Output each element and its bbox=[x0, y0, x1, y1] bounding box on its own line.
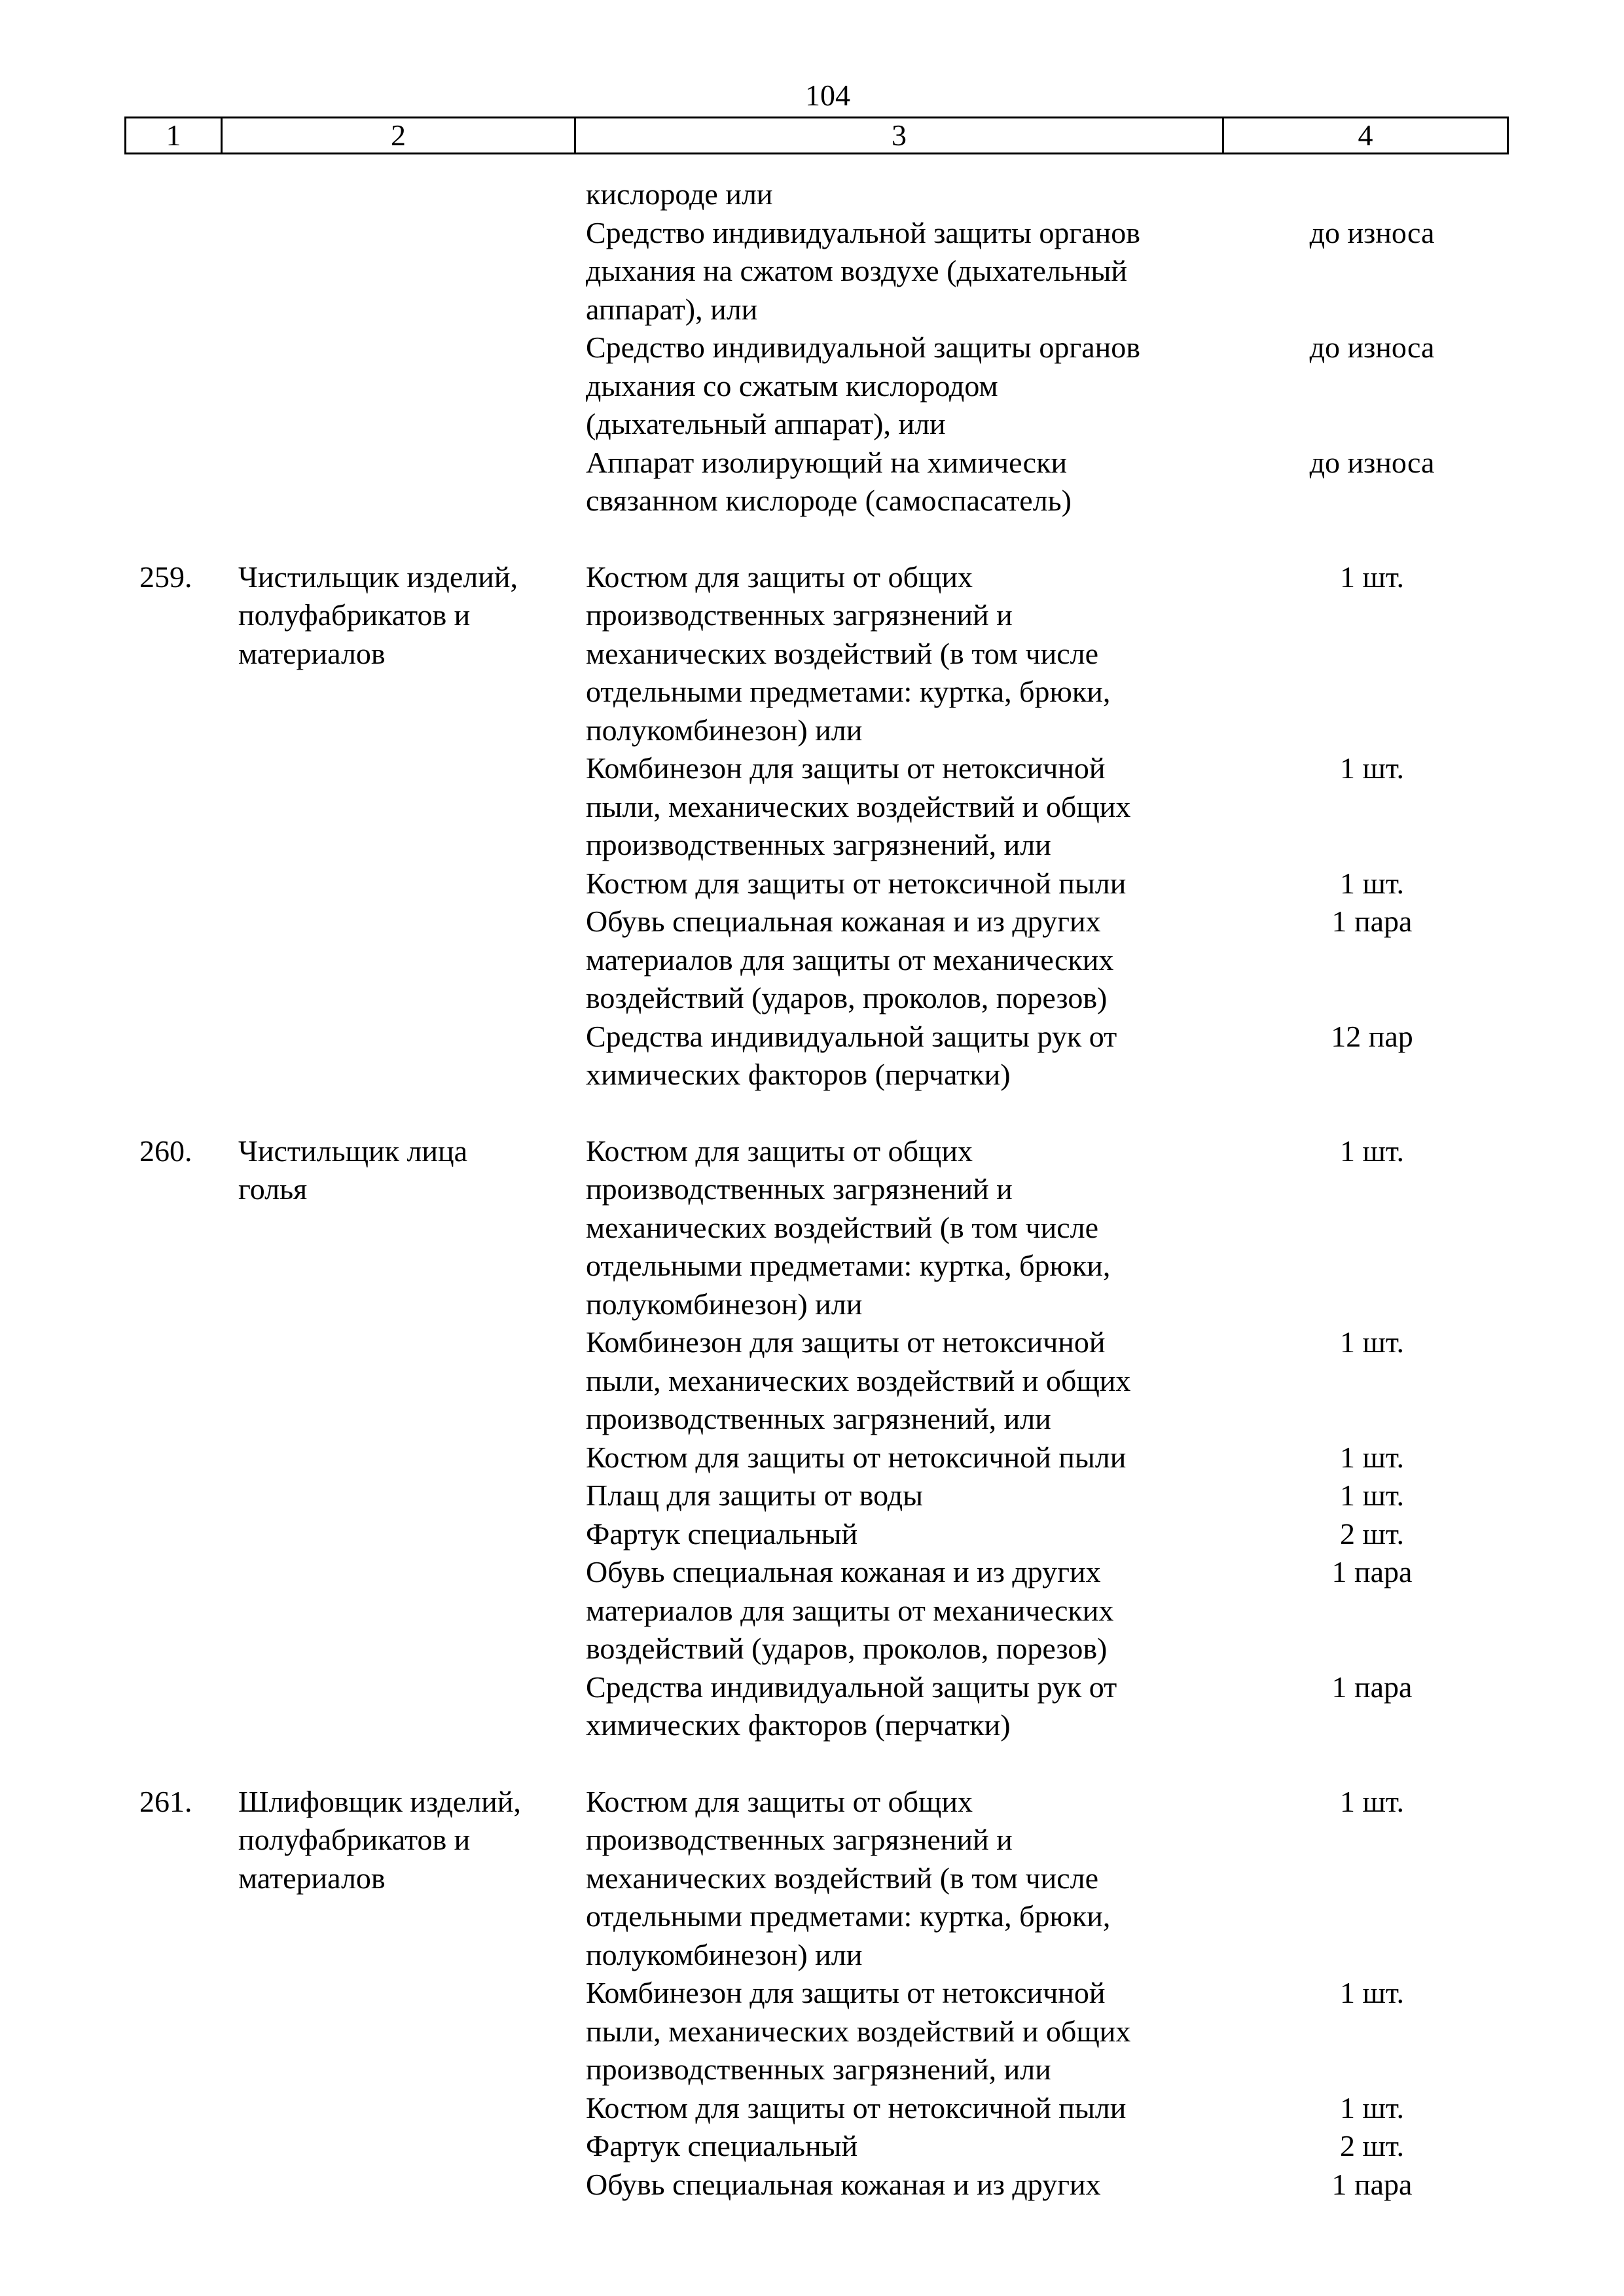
ppe-item-line: Фартук специальный bbox=[586, 2129, 858, 2162]
ppe-items-cell bbox=[574, 175, 1222, 520]
ppe-item bbox=[586, 2166, 1222, 2204]
ppe-item-line: аппарат), или bbox=[586, 292, 758, 326]
ppe-norm: 1 шт. bbox=[1339, 1440, 1405, 1474]
entry-number-cell bbox=[124, 1783, 221, 2204]
ppe-norm-cell bbox=[1235, 1783, 1509, 1975]
ppe-norm: 1 пара bbox=[1331, 1670, 1413, 1704]
ppe-norms-cell bbox=[1222, 558, 1509, 1094]
ppe-item-line: Средство индивидуальной защиты органов bbox=[586, 331, 1140, 364]
ppe-norm: 1 шт. bbox=[1339, 1784, 1405, 1818]
ppe-item-line: Костюм для защиты от общих bbox=[586, 1784, 973, 1818]
ppe-norm: 12 пар bbox=[1331, 1019, 1413, 1053]
ppe-item-line: дыхания со сжатым кислородом bbox=[586, 368, 998, 403]
ppe-item-line: (дыхательный аппарат), или bbox=[586, 407, 946, 440]
ppe-item-line: пыли, механических воздействий и общих bbox=[586, 1363, 1131, 1397]
ppe-norm-cell bbox=[1235, 329, 1509, 444]
ppe-item-line: отдельными предметами: куртка, брюки, bbox=[586, 1249, 1111, 1282]
ppe-norm: 1 шт. bbox=[1339, 1479, 1405, 1512]
entry-gap bbox=[124, 1745, 1509, 1783]
profession-line: Чистильщик лица bbox=[238, 1134, 468, 1168]
ppe-item-line: производственных загрязнений и bbox=[586, 1823, 1013, 1856]
ppe-norm-cell bbox=[1235, 1439, 1509, 1477]
profession-line: полуфабрикатов и bbox=[238, 598, 471, 632]
ppe-item-text bbox=[586, 329, 1222, 444]
ppe-norm: 1 шт. bbox=[1339, 1325, 1405, 1359]
ppe-item-text bbox=[586, 1974, 1222, 2089]
ppe-item-line: производственных загрязнений и bbox=[586, 598, 1013, 632]
ppe-item-line: Средства индивидуальной защиты рук от bbox=[586, 1019, 1117, 1053]
ppe-norm-cell bbox=[1235, 865, 1509, 903]
ppe-item-line: Костюм для защиты от общих bbox=[586, 560, 973, 594]
ppe-norm-cell bbox=[1235, 2166, 1509, 2204]
ppe-item-text bbox=[586, 2089, 1222, 2128]
ppe-item-text bbox=[586, 1439, 1222, 1477]
ppe-norm-cell bbox=[1235, 1018, 1509, 1094]
ppe-item-line: Костюм для защиты от общих bbox=[586, 1134, 973, 1168]
entry-number-cell bbox=[124, 175, 221, 520]
ppe-item-text bbox=[586, 1477, 1222, 1515]
ppe-item-line: Аппарат изолирующий на химически bbox=[586, 445, 1068, 479]
entry-number: 261. bbox=[139, 1784, 192, 1818]
ppe-item-text bbox=[586, 558, 1222, 750]
ppe-norms-cell bbox=[1222, 175, 1509, 520]
ppe-item-text bbox=[586, 2127, 1222, 2166]
entry-gap bbox=[124, 1094, 1509, 1132]
ppe-item bbox=[586, 214, 1222, 329]
ppe-item-line: производственных загрязнений, или bbox=[586, 2053, 1051, 2086]
ppe-norm-cell bbox=[1235, 2089, 1509, 2128]
page-number: 104 bbox=[805, 79, 850, 112]
ppe-item-line: воздействий (ударов, проколов, порезов) bbox=[586, 981, 1108, 1014]
ppe-item-line: производственных загрязнений, или bbox=[586, 828, 1051, 861]
ppe-items-cell bbox=[574, 1132, 1222, 1745]
ppe-item-line: механических воздействий (в том числе bbox=[586, 1861, 1099, 1895]
profession-cell bbox=[221, 1783, 574, 2204]
ppe-item-line: химических факторов (перчатки) bbox=[586, 1058, 1011, 1091]
profession-cell bbox=[221, 558, 574, 1094]
ppe-item-text bbox=[586, 444, 1222, 520]
ppe-item bbox=[586, 175, 1222, 214]
ppe-norm: 2 шт. bbox=[1339, 2129, 1405, 2162]
ppe-item bbox=[586, 1515, 1222, 1554]
ppe-norm-cell bbox=[1235, 903, 1509, 1018]
ppe-item-text bbox=[586, 1323, 1222, 1439]
ppe-item-line: полукомбинезон) или bbox=[586, 1937, 863, 1971]
ppe-norm-cell bbox=[1235, 749, 1509, 865]
ppe-norm: 1 шт. bbox=[1339, 2090, 1405, 2125]
column-header-2: 2 bbox=[223, 118, 576, 152]
profession-line: Чистильщик изделий, bbox=[238, 560, 518, 594]
ppe-item-line: Средства индивидуальной защиты рук от bbox=[586, 1670, 1117, 1704]
ppe-item-text bbox=[586, 749, 1222, 865]
ppe-item bbox=[586, 558, 1222, 750]
ppe-item bbox=[586, 1668, 1222, 1745]
ppe-norm: 1 пара bbox=[1331, 905, 1413, 938]
ppe-item-text bbox=[586, 903, 1222, 1018]
ppe-item-text bbox=[586, 1515, 1222, 1554]
ppe-items-cell bbox=[574, 558, 1222, 1094]
ppe-item-text bbox=[586, 1018, 1222, 1094]
profession-cell bbox=[221, 175, 574, 520]
ppe-item-line: кислороде или bbox=[586, 177, 773, 211]
ppe-item-line: материалов для защиты от механических bbox=[586, 1593, 1114, 1627]
ppe-item-text bbox=[586, 865, 1222, 903]
ppe-item-text bbox=[586, 2166, 1222, 2204]
ppe-norms-cell bbox=[1222, 1132, 1509, 1745]
ppe-norm-cell bbox=[1235, 214, 1509, 329]
ppe-item-line: Комбинезон для защиты от нетоксичной bbox=[586, 1325, 1106, 1359]
ppe-norm-cell bbox=[1235, 1974, 1509, 2089]
column-header-3: 3 bbox=[576, 118, 1224, 152]
profession-line: полуфабрикатов и bbox=[238, 1823, 471, 1856]
ppe-item-line: механических воздействий (в том числе bbox=[586, 636, 1099, 670]
ppe-item bbox=[586, 1553, 1222, 1668]
ppe-norm-cell bbox=[1235, 1553, 1509, 1668]
ppe-item-line: Обувь специальная кожаная и из других bbox=[586, 905, 1101, 938]
entry-gap bbox=[124, 520, 1509, 558]
ppe-item-text bbox=[586, 1668, 1222, 1745]
ppe-norm: 1 шт. bbox=[1339, 866, 1405, 900]
ppe-item-line: полукомбинезон) или bbox=[586, 1287, 863, 1321]
ppe-item-line: дыхания на сжатом воздухе (дыхательный bbox=[586, 254, 1127, 287]
entry-number: 260. bbox=[139, 1134, 192, 1168]
ppe-norm-cell bbox=[1235, 175, 1509, 214]
ppe-norm: 1 шт. bbox=[1339, 1134, 1405, 1168]
profession-line: материалов bbox=[238, 1861, 386, 1895]
ppe-item-text bbox=[586, 214, 1222, 329]
ppe-item-line: Обувь специальная кожаная и из других bbox=[586, 1555, 1101, 1588]
ppe-norm-cell bbox=[1235, 1132, 1509, 1324]
ppe-item-line: механических воздействий (в том числе bbox=[586, 1210, 1099, 1244]
table-row bbox=[124, 1132, 1509, 1745]
ppe-item bbox=[586, 1323, 1222, 1439]
ppe-norm: 1 шт. bbox=[1339, 1976, 1405, 2009]
ppe-item-line: пыли, механических воздействий и общих bbox=[586, 789, 1131, 823]
profession-line: голья bbox=[238, 1172, 308, 1206]
ppe-item-line: связанном кислороде (самоспасатель) bbox=[586, 484, 1072, 517]
ppe-item-line: отдельными предметами: куртка, брюки, bbox=[586, 675, 1111, 708]
ppe-item bbox=[586, 1783, 1222, 1975]
ppe-norm-cell bbox=[1235, 558, 1509, 750]
ppe-item bbox=[586, 865, 1222, 903]
ppe-item-text bbox=[586, 175, 1222, 214]
ppe-item-line: Комбинезон для защиты от нетоксичной bbox=[586, 751, 1106, 785]
ppe-item bbox=[586, 2127, 1222, 2166]
ppe-item bbox=[586, 2089, 1222, 2128]
ppe-items-cell bbox=[574, 1783, 1222, 2204]
ppe-item bbox=[586, 329, 1222, 444]
ppe-norm-cell bbox=[1235, 1515, 1509, 1554]
profession-line: Шлифовщик изделий, bbox=[238, 1784, 521, 1818]
ppe-item bbox=[586, 1477, 1222, 1515]
ppe-norm: до износа bbox=[1309, 331, 1435, 364]
table-row bbox=[124, 558, 1509, 1094]
ppe-norms-cell bbox=[1222, 1783, 1509, 2204]
ppe-item bbox=[586, 1974, 1222, 2089]
ppe-item-line: производственных загрязнений и bbox=[586, 1172, 1013, 1206]
table-body bbox=[124, 175, 1509, 2204]
profession-cell bbox=[221, 1132, 574, 1745]
ppe-norm: 1 пара bbox=[1331, 1555, 1413, 1588]
ppe-item bbox=[586, 1439, 1222, 1477]
ppe-item-line: Костюм для защиты от нетоксичной пыли bbox=[586, 866, 1127, 900]
ppe-item bbox=[586, 444, 1222, 520]
table-row bbox=[124, 1783, 1509, 2204]
ppe-norm: до износа bbox=[1309, 215, 1435, 249]
ppe-norm-cell bbox=[1235, 2127, 1509, 2166]
ppe-item-line: Костюм для защиты от нетоксичной пыли bbox=[586, 2090, 1127, 2125]
ppe-norm: до износа bbox=[1309, 445, 1435, 479]
ppe-norm: 1 шт. bbox=[1339, 560, 1405, 594]
column-header-row bbox=[124, 117, 1509, 154]
continuation-block bbox=[124, 175, 1509, 520]
ppe-item-text bbox=[586, 1783, 1222, 1975]
ppe-norm-cell bbox=[1235, 444, 1509, 520]
ppe-item-line: Обувь специальная кожаная и из других bbox=[586, 2167, 1101, 2201]
ppe-item-text bbox=[586, 1132, 1222, 1324]
ppe-norm: 2 шт. bbox=[1339, 1516, 1405, 1551]
ppe-norm: 1 пара bbox=[1331, 2167, 1413, 2201]
column-header-4: 4 bbox=[1358, 118, 1373, 152]
column-header-1: 1 bbox=[126, 118, 223, 152]
entry-number: 259. bbox=[139, 560, 192, 594]
entry-number-cell bbox=[124, 1132, 221, 1745]
ppe-item bbox=[586, 903, 1222, 1018]
ppe-item-line: материалов для защиты от механических bbox=[586, 942, 1114, 977]
ppe-item-line: Средство индивидуальной защиты органов bbox=[586, 215, 1140, 249]
ppe-item-line: полукомбинезон) или bbox=[586, 713, 863, 747]
entry-number-cell bbox=[124, 558, 221, 1094]
ppe-item-line: производственных загрязнений, или bbox=[586, 1402, 1051, 1435]
ppe-item-line: Фартук специальный bbox=[586, 1516, 858, 1551]
ppe-item bbox=[586, 1132, 1222, 1324]
ppe-norm-cell bbox=[1235, 1323, 1509, 1439]
ppe-item-line: отдельными предметами: куртка, брюки, bbox=[586, 1899, 1111, 1933]
ppe-item-text bbox=[586, 1553, 1222, 1668]
ppe-item-line: Костюм для защиты от нетоксичной пыли bbox=[586, 1440, 1127, 1474]
ppe-item bbox=[586, 749, 1222, 865]
ppe-item bbox=[586, 1018, 1222, 1094]
ppe-item-line: пыли, механических воздействий и общих bbox=[586, 2014, 1131, 2048]
ppe-norm: 1 шт. bbox=[1339, 751, 1405, 785]
ppe-norm-cell bbox=[1235, 1668, 1509, 1745]
ppe-item-line: Комбинезон для защиты от нетоксичной bbox=[586, 1976, 1106, 2009]
ppe-item-line: Плащ для защиты от воды bbox=[586, 1479, 924, 1512]
ppe-item-line: воздействий (ударов, проколов, порезов) bbox=[586, 1632, 1108, 1665]
profession-line: материалов bbox=[238, 636, 386, 670]
ppe-norm-cell bbox=[1235, 1477, 1509, 1515]
ppe-item-line: химических факторов (перчатки) bbox=[586, 1708, 1011, 1742]
